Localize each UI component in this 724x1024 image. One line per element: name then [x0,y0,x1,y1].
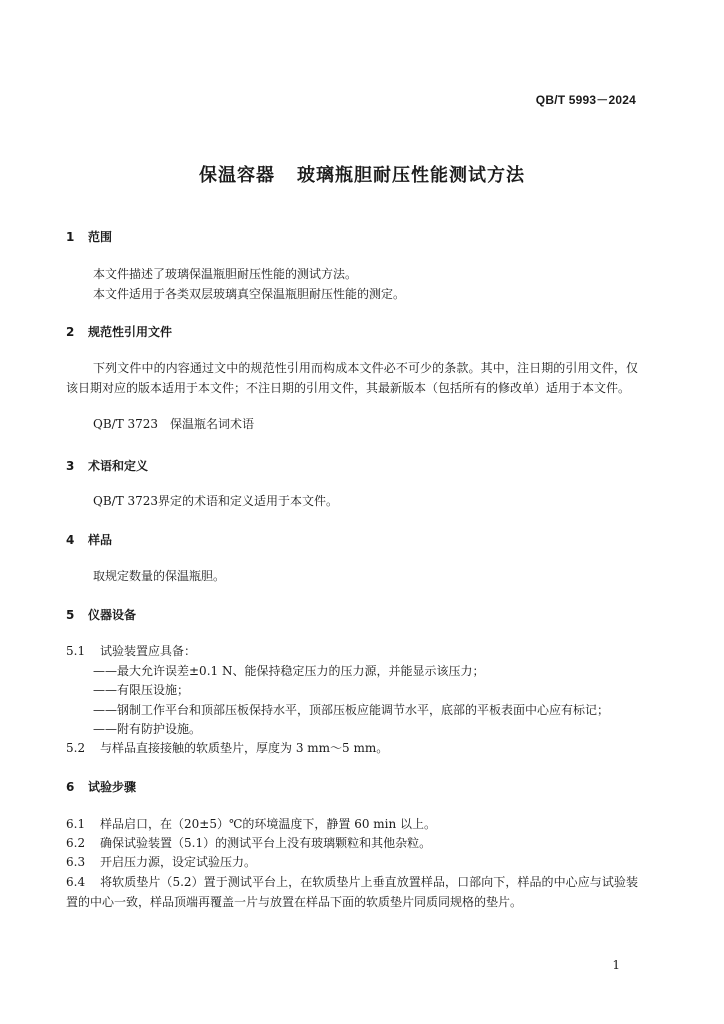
clause-5-2 [66,738,638,758]
section-title: 试验步骤 [88,780,137,794]
section-number: 2 [66,325,75,339]
clause-text: 样品启口，在（20±5）℃的环境温度下，静置 60 min 以上。 [100,817,437,831]
clause-number: 6.4 [66,875,86,889]
section-4-paragraph: 取规定数量的保温瓶胆。 [93,569,226,583]
section-2-heading [66,323,172,340]
section-title: 规范性引用文件 [88,325,173,339]
clause-number: 6.3 [66,855,86,869]
section-1-heading [66,228,112,245]
clause-6-2 [66,833,638,853]
clause-text: 将软质垫片（5.2）置于测试平台上，在软质垫片上垂直放置样品，口部向下，样品的中心应与试验装置的中心一致，样品顶端再覆盖一片与放置在样品下面的软质垫片同质同规格的垫片。 [66,875,638,909]
clause-text: 开启压力源，设定试验压力。 [100,855,257,869]
section-number: 1 [66,230,75,244]
section-number: 4 [66,533,75,547]
clause-6-3 [66,852,638,872]
section-title: 范围 [88,230,113,244]
clause-number: 5.2 [66,741,86,755]
page-number: 1 [612,958,620,972]
title-part-1: 保温容器 [199,165,275,186]
clause-text: 与样品直接接触的软质垫片，厚度为 3 mm～5 mm。 [100,741,389,755]
section-title: 仪器设备 [88,608,137,622]
list-item: ——附有防护设施。 [93,722,202,736]
section-2-paragraph: 下列文件中的内容通过文中的规范性引用而构成本文件必不可少的条款。其中，注日期的引用文件，仅该日期对应的版本适用于本文件；不注日期的引用文件，其最新版本（包括所有的修改单）适用于本文件。 [66,361,638,395]
section-1-paragraph-1: 本文件描述了玻璃保温瓶胆耐压性能的测试方法。 [93,267,358,281]
clause-6-1 [66,814,638,834]
section-3-heading [66,457,148,474]
clause-6-4 [66,872,638,912]
section-3-paragraph: QB/T 3723界定的术语和定义适用于本文件。 [93,494,339,508]
list-item: ——钢制工作平台和顶部压板保持水平，顶部压板应能调节水平，底部的平板表面中心应有标记； [93,703,610,717]
clause-text: 确保试验装置（5.1）的测试平台上没有玻璃颗粒和其他杂粒。 [100,836,432,850]
list-item: ——有限压设施； [93,683,190,697]
clause-number: 6.1 [66,817,86,831]
clause-5-1 [66,641,638,661]
document-title [0,161,724,187]
title-part-2: 玻璃瓶胆耐压性能测试方法 [297,165,525,186]
section-1-paragraph-2: 本文件适用于各类双层玻璃真空保温瓶胆耐压性能的测定。 [93,287,406,301]
clause-number: 6.2 [66,836,86,850]
clause-number: 5.1 [66,644,86,658]
section-5-heading [66,606,136,623]
section-number: 3 [66,459,75,473]
section-6-heading [66,778,136,795]
section-4-heading [66,531,112,548]
standard-code: QB/T 5993－2024 [535,93,636,107]
clause-text: 试验装置应具备： [100,644,197,658]
section-number: 6 [66,780,75,794]
section-title: 术语和定义 [88,459,149,473]
section-title: 样品 [88,533,113,547]
normative-reference: QB/T 3723 保温瓶名词术语 [93,417,255,431]
list-item: ——最大允许误差±0.1 N、能保持稳定压力的压力源，并能显示该压力； [93,664,485,678]
section-number: 5 [66,608,75,622]
